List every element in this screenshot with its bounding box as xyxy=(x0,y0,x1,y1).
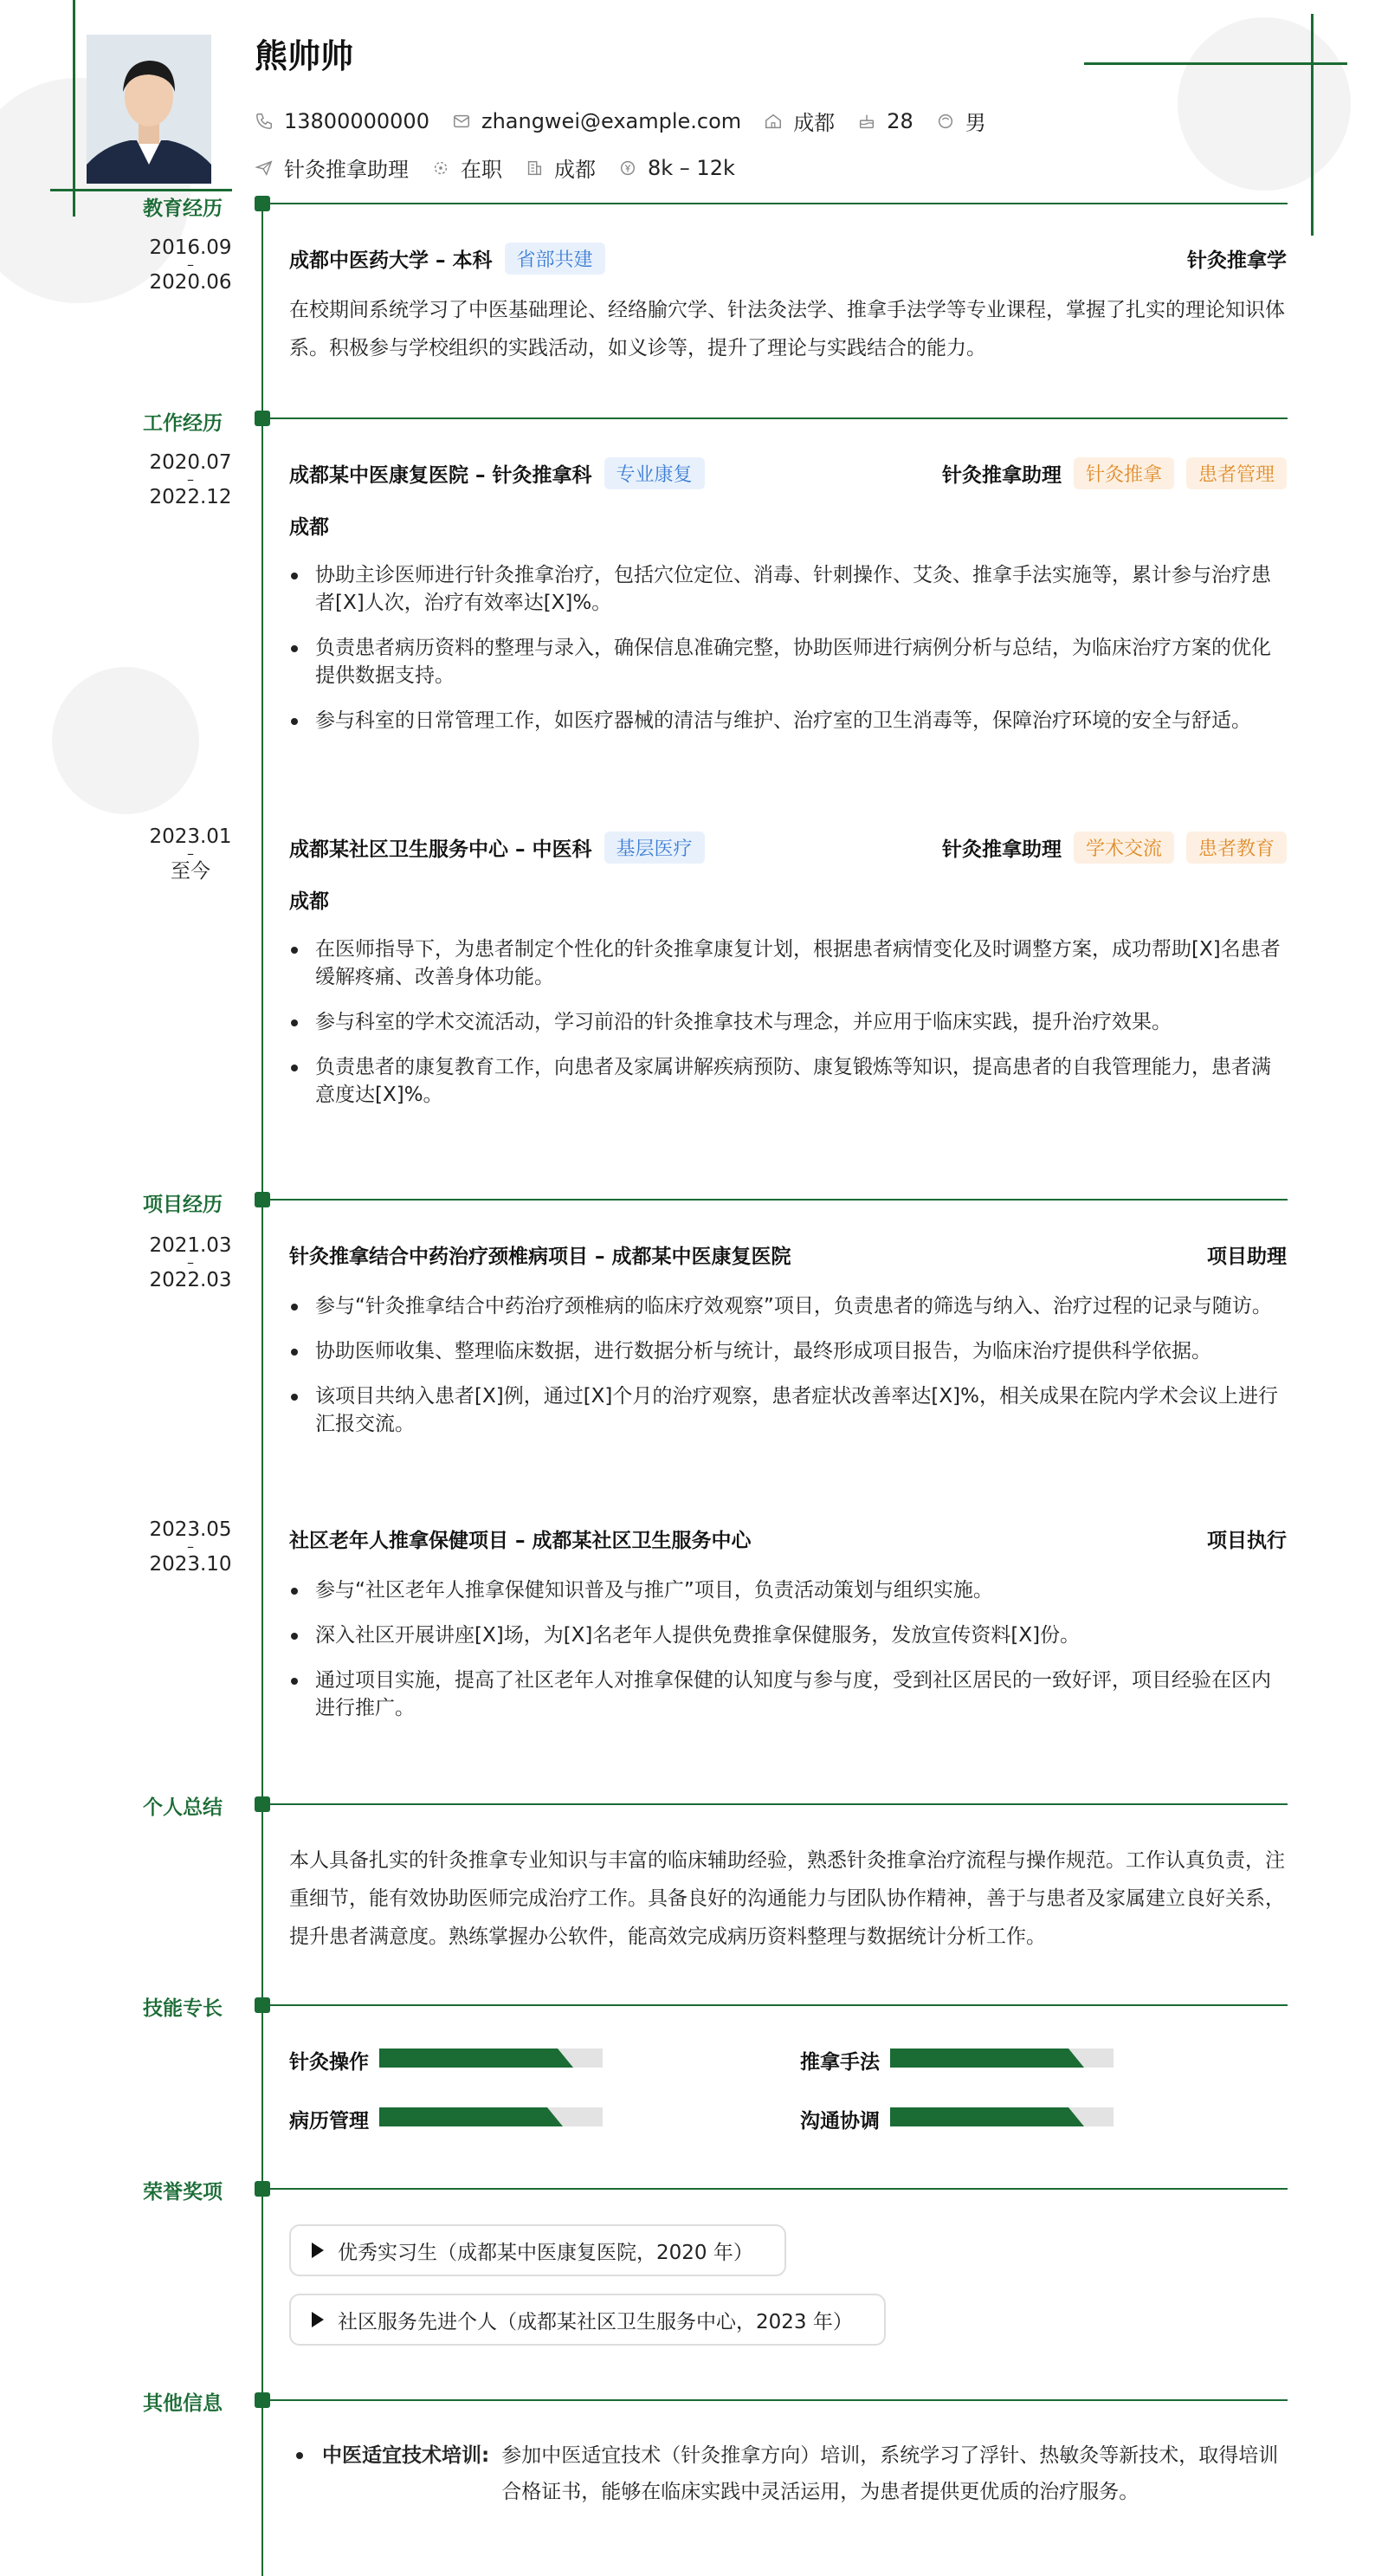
status-icon xyxy=(431,159,450,178)
bullet-dot xyxy=(296,2452,303,2459)
section-divider xyxy=(270,2188,1288,2190)
date-separator: – xyxy=(187,1538,194,1555)
list-item: 协助医师收集、整理临床数据，进行数据分析与统计，最终形成项目报告，为临床治疗提供科学依据。 xyxy=(289,1337,1287,1365)
phone-icon xyxy=(255,112,274,131)
list-item: 深入社区开展讲座[X]场，为[X]名老年人提供免费推拿保健服务，发放宣传资料[X]份。 xyxy=(289,1621,1287,1649)
work-header xyxy=(289,832,1287,864)
skill-bar-fill xyxy=(890,2107,1084,2126)
intent-info-row xyxy=(255,152,758,183)
education-description: 在校期间系统学习了中医基础理论、经络腧穴学、针法灸法学、推拿手法学等专业课程，掌握了扎实的理论知识体系。积极参与学校组织的实践活动，如义诊等，提升了理论与实践结合的能力。 xyxy=(289,299,1285,359)
job-status: 在职 xyxy=(461,158,502,182)
gender-icon xyxy=(936,112,955,131)
other-info-text: 参加中医适宜技术（针灸推拿方向）培训，系统学习了浮针、热敏灸等新技术，取得培训合格证书，能够在临床实践中灵活运用，为患者提供更优质的治疗服务。 xyxy=(501,2444,1279,2503)
work-location: 成都 xyxy=(289,890,329,913)
email-info xyxy=(452,109,741,133)
work-date xyxy=(130,826,251,882)
skill-tag: 学术交流 xyxy=(1074,832,1174,864)
gender-value: 男 xyxy=(965,111,986,135)
email-address: zhangwei@example.com xyxy=(481,108,742,133)
home-icon xyxy=(764,112,783,131)
list-item: 参与“针灸推拿结合中药治疗颈椎病的临床疗效观察”项目，负责患者的筛选与纳入、治疗过程的记录与随访。 xyxy=(289,1292,1287,1320)
other-info-item xyxy=(289,2437,1287,2510)
decor-circle xyxy=(52,667,199,814)
list-item: 参与科室的日常管理工作，如医疗器械的清洁与维护、治疗室的卫生消毒等，保障治疗环境的安全与舒适。 xyxy=(289,707,1287,735)
cake-icon xyxy=(857,112,876,131)
building-icon xyxy=(525,159,544,178)
skill-bar-svg xyxy=(379,2049,603,2068)
skill-bar xyxy=(890,2049,1114,2073)
date-end: 2022.03 xyxy=(149,1269,232,1291)
date-start: 2016.09 xyxy=(149,236,232,259)
project-bullets xyxy=(289,1576,1287,1739)
decor-circle xyxy=(1178,17,1351,191)
section-node xyxy=(255,1192,270,1207)
gender-info xyxy=(936,106,986,136)
skill-name: 病历管理 xyxy=(289,2110,369,2133)
project-role: 项目执行 xyxy=(1207,1530,1287,1552)
date-start: 2020.07 xyxy=(149,451,232,474)
other-info-label: 中医适宜技术培训: xyxy=(322,2444,490,2467)
paper-plane-icon xyxy=(255,159,274,178)
coin-icon xyxy=(618,159,637,178)
phone-info xyxy=(255,109,429,133)
skill-bar-fill xyxy=(890,2049,1084,2068)
candidate-name: 熊帅帅 xyxy=(255,37,354,75)
work-bullets xyxy=(289,561,1287,752)
date-end: 2023.10 xyxy=(149,1553,232,1576)
salary-info xyxy=(618,156,735,180)
project-date xyxy=(130,1519,251,1575)
date-end: 至今 xyxy=(171,860,210,883)
profile-photo xyxy=(87,35,211,184)
date-separator: – xyxy=(187,845,194,862)
timeline-line xyxy=(261,199,263,2576)
city-info xyxy=(764,106,835,136)
section-node xyxy=(255,411,270,426)
age-info xyxy=(857,109,913,133)
target-city: 成都 xyxy=(554,158,596,182)
major-name: 针灸推拿学 xyxy=(1187,249,1287,272)
section-title-work: 工作经历 xyxy=(143,412,223,435)
play-triangle-icon xyxy=(312,2243,324,2258)
school-name: 成都中医药大学 – 本科 xyxy=(289,249,493,272)
date-separator: – xyxy=(187,471,194,488)
list-item: 负责患者病历资料的整理与录入，确保信息准确完整，协助医师进行病例分析与总结，为临床治疗方案的优化提供数据支持。 xyxy=(289,634,1287,689)
list-item: 该项目共纳入患者[X]例，通过[X]个月的治疗观察，患者症状改善率达[X]%，相关成果在院内学术会议上进行汇报交流。 xyxy=(289,1382,1287,1438)
work-location: 成都 xyxy=(289,516,329,539)
skill-bar-fill xyxy=(379,2049,573,2068)
skill-bar-svg xyxy=(890,2107,1114,2126)
skill-tag: 患者教育 xyxy=(1186,832,1287,864)
job-title: 针灸推拿助理 xyxy=(941,464,1062,487)
skill-item xyxy=(800,2105,1114,2133)
project-date xyxy=(130,1235,251,1291)
section-title-education: 教育经历 xyxy=(143,197,223,220)
skill-bar-svg xyxy=(890,2049,1114,2068)
project-title: 针灸推拿结合中药治疗颈椎病项目 – 成都某中医康复医院 xyxy=(289,1246,791,1268)
skill-name: 针灸操作 xyxy=(289,2051,369,2074)
section-divider xyxy=(270,1803,1288,1805)
date-separator: – xyxy=(187,256,194,273)
contact-info-row xyxy=(255,106,1009,136)
project-bullets xyxy=(289,1292,1287,1455)
decor-line xyxy=(50,189,232,191)
section-node xyxy=(255,1997,270,2013)
date-start: 2023.01 xyxy=(149,825,232,848)
skill-bar xyxy=(890,2107,1114,2132)
award-item[interactable] xyxy=(289,2224,786,2276)
age-value: 28 xyxy=(887,108,913,133)
education-date xyxy=(130,237,251,293)
list-item: 协助主诊医师进行针灸推拿治疗，包括穴位定位、消毒、针刺操作、艾灸、推拿手法实施等，累计参与治疗患者[X]人次，治疗有效率达[X]%。 xyxy=(289,561,1287,617)
list-item: 在医师指导下，为患者制定个性化的针灸推拿康复计划，根据患者病情变化及时调整方案，成功帮助[X]名患者缓解疼痛、改善身体功能。 xyxy=(289,935,1287,991)
status-info xyxy=(431,152,502,183)
target-role: 针灸推拿助理 xyxy=(284,158,409,182)
section-title-other: 其他信息 xyxy=(143,2392,223,2415)
list-item: 参与科室的学术交流活动，学习前沿的针灸推拿技术与理念，并应用于临床实践，提升治疗效果。 xyxy=(289,1008,1287,1036)
phone-number: 13800000000 xyxy=(284,108,429,133)
project-title: 社区老年人推拿保健项目 – 成都某社区卫生服务中心 xyxy=(289,1530,752,1552)
work-date xyxy=(130,452,251,508)
job-title: 针灸推拿助理 xyxy=(941,838,1062,861)
project-header xyxy=(289,1524,1287,1553)
skill-item xyxy=(800,2046,1114,2074)
education-header xyxy=(289,243,1287,275)
decor-line xyxy=(73,0,75,217)
summary-text: 本人具备扎实的针灸推拿专业知识与丰富的临床辅助经验，熟悉针灸推拿治疗流程与操作规范。工作认真负责，注重细节，能有效协助医师完成治疗工作。具备良好的沟通能力与团队协作精神，善于与患者及家属建立良好关系，提升患者满意度。熟练掌握办公软件，能高效完成病历资料整理与数据统计分析工作。 xyxy=(289,1849,1285,1948)
work-bullets xyxy=(289,935,1287,1126)
skill-item xyxy=(289,2046,603,2074)
section-divider xyxy=(270,203,1288,204)
skill-bar-fill xyxy=(379,2107,563,2126)
date-start: 2021.03 xyxy=(149,1234,232,1257)
award-text: 优秀实习生（成都某中医康复医院，2020 年） xyxy=(338,2241,753,2264)
target-role-info xyxy=(255,152,409,183)
project-header xyxy=(289,1240,1287,1269)
section-divider xyxy=(270,1199,1288,1201)
skill-name: 沟通协调 xyxy=(800,2110,880,2133)
skill-bar-svg xyxy=(379,2107,603,2126)
list-item: 负责患者的康复教育工作，向患者及家属讲解疾病预防、康复锻炼等知识，提高患者的自我管理能力，患者满意度达[X]%。 xyxy=(289,1053,1287,1109)
award-item[interactable] xyxy=(289,2294,886,2346)
section-title-awards: 荣誉奖项 xyxy=(143,2181,223,2204)
mail-icon xyxy=(452,112,471,131)
section-divider xyxy=(270,417,1288,419)
section-node xyxy=(255,2181,270,2197)
section-node xyxy=(255,196,270,211)
work-header xyxy=(289,457,1287,489)
skill-bar xyxy=(379,2107,603,2132)
current-city: 成都 xyxy=(793,111,836,135)
employer-name: 成都某社区卫生服务中心 – 中医科 xyxy=(289,838,592,861)
decor-line xyxy=(1084,62,1347,65)
expected-salary: 8k – 12k xyxy=(648,155,735,180)
employer-name: 成都某中医康复医院 – 针灸推拿科 xyxy=(289,464,592,487)
section-node xyxy=(255,2392,270,2408)
school-tag: 省部共建 xyxy=(505,243,605,275)
project-role: 项目助理 xyxy=(1207,1246,1287,1268)
section-divider xyxy=(270,2004,1288,2006)
skill-tag: 针灸推拿 xyxy=(1074,457,1174,489)
skill-tag: 患者管理 xyxy=(1186,457,1287,489)
skill-item xyxy=(289,2105,603,2133)
skill-bar xyxy=(379,2049,603,2073)
date-end: 2022.12 xyxy=(149,486,232,508)
section-title-summary: 个人总结 xyxy=(143,1796,223,1819)
section-node xyxy=(255,1796,270,1812)
date-start: 2023.05 xyxy=(149,1518,232,1541)
skill-name: 推拿手法 xyxy=(800,2051,880,2074)
play-triangle-icon xyxy=(312,2312,324,2327)
list-item: 通过项目实施，提高了社区老年人对推拿保健的认知度与参与度，受到社区居民的一致好评，项目经验在区内进行推广。 xyxy=(289,1667,1287,1722)
date-separator: – xyxy=(187,1254,194,1271)
section-divider xyxy=(270,2399,1288,2401)
target-city-info xyxy=(525,152,596,183)
employer-tag: 基层医疗 xyxy=(604,832,705,864)
section-title-projects: 项目经历 xyxy=(143,1194,223,1216)
employer-tag: 专业康复 xyxy=(604,457,705,489)
award-text: 社区服务先进个人（成都某社区卫生服务中心，2023 年） xyxy=(338,2310,853,2333)
list-item: 参与“社区老年人推拿保健知识普及与推广”项目，负责活动策划与组织实施。 xyxy=(289,1576,1287,1604)
decor-line xyxy=(1311,14,1314,236)
section-title-skills: 技能专长 xyxy=(143,1997,223,2020)
date-end: 2020.06 xyxy=(149,271,232,294)
